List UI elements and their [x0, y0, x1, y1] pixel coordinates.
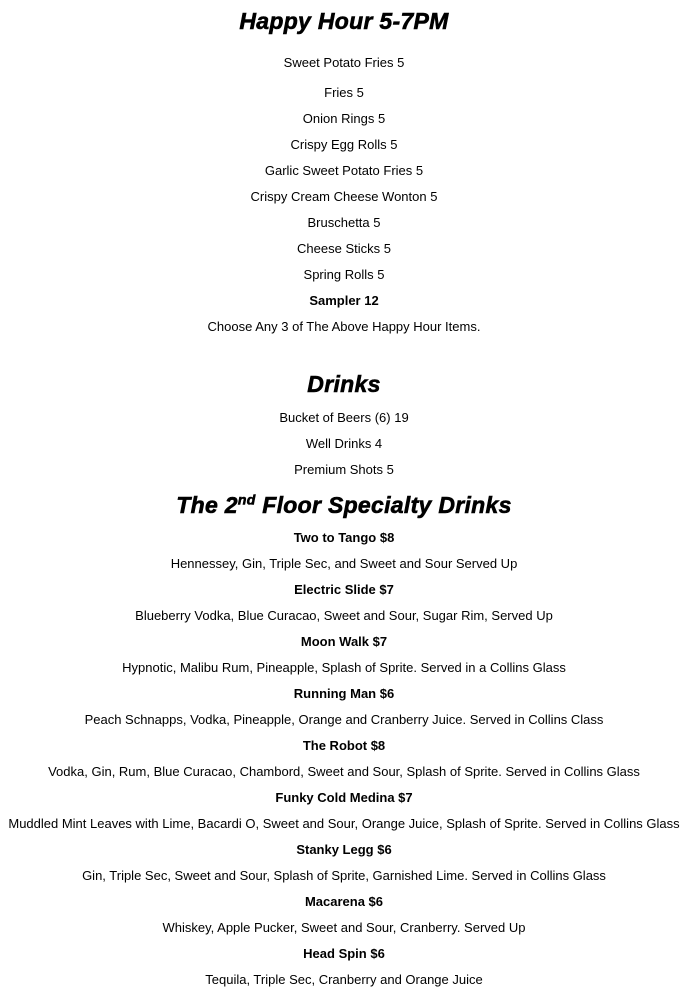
- happy-hour-list: [0, 50, 688, 340]
- menu-item: Premium Shots 5: [294, 462, 394, 477]
- drink-description: Vodka, Gin, Rum, Blue Curacao, Chambord, Sweet and Sour, Splash of Sprite. Served in Collins Glass: [48, 764, 640, 779]
- happy-hour-section: [0, 0, 688, 340]
- specialty-title-prefix: The 2: [176, 492, 238, 518]
- menu-item: Fries 5: [324, 85, 364, 100]
- drink-name: Stanky Legg $6: [296, 842, 392, 857]
- drink-description: Whiskey, Apple Pucker, Sweet and Sour, Cranberry. Served Up: [162, 920, 526, 935]
- specialty-drink: [0, 733, 688, 785]
- menu-item: Crispy Cream Cheese Wonton 5: [250, 189, 438, 204]
- menu-item: Garlic Sweet Potato Fries 5: [264, 163, 424, 178]
- menu-item: Cheese Sticks 5: [297, 241, 391, 256]
- drink-description: Muddled Mint Leaves with Lime, Bacardi O, Sweet and Sour, Orange Juice, Splash of Sprite. Served in Collins Glass: [8, 816, 680, 831]
- specialty-drink: [0, 889, 688, 941]
- specialty-title: [0, 490, 688, 520]
- drink-name: Electric Slide $7: [294, 582, 394, 597]
- happy-hour-title: Happy Hour 5-7PM: [239, 8, 449, 34]
- specialty-drink: [0, 941, 688, 993]
- menu-item: Bucket of Beers (6) 19: [279, 410, 409, 425]
- drink-name: Two to Tango $8: [293, 530, 395, 545]
- menu-item: Onion Rings 5: [302, 111, 386, 126]
- drink-name: Head Spin $6: [303, 946, 385, 961]
- drink-name: The Robot $8: [302, 738, 386, 753]
- happy-hour-note: Choose Any 3 of The Above Happy Hour Items.: [207, 319, 481, 334]
- specialty-drink: [0, 785, 688, 837]
- drink-name: Funky Cold Medina $7: [275, 790, 413, 805]
- drink-description: Hennessey, Gin, Triple Sec, and Sweet and Sour Served Up: [170, 556, 518, 571]
- drink-description: Blueberry Vodka, Blue Curacao, Sweet and Sour, Sugar Rim, Served Up: [135, 608, 553, 623]
- specialty-title-suffix: Floor Specialty Drinks: [255, 492, 512, 518]
- drink-name: Macarena $6: [304, 894, 384, 909]
- menu-item-sampler: Sampler 12: [309, 293, 379, 308]
- specialty-drinks-list: [0, 525, 688, 993]
- drink-name: Running Man $6: [293, 686, 395, 701]
- specialty-drink: [0, 525, 688, 577]
- specialty-drink: [0, 837, 688, 889]
- drinks-title: Drinks: [307, 371, 381, 397]
- specialty-drink: [0, 681, 688, 733]
- menu-item: Crispy Egg Rolls 5: [290, 137, 398, 152]
- drinks-list: [0, 405, 688, 483]
- specialty-drink: [0, 629, 688, 681]
- menu-item: Bruschetta 5: [307, 215, 381, 230]
- drink-description: Peach Schnapps, Vodka, Pineapple, Orange and Cranberry Juice. Served in Collins Class: [84, 712, 604, 727]
- menu-item: Sweet Potato Fries 5: [283, 55, 405, 70]
- specialty-drinks-section: [0, 490, 688, 993]
- drink-description: Hypnotic, Malibu Rum, Pineapple, Splash of Sprite. Served in a Collins Glass: [122, 660, 566, 675]
- drink-name: Moon Walk $7: [300, 634, 388, 649]
- menu-item: Well Drinks 4: [305, 436, 383, 451]
- ordinal-superscript: nd: [237, 491, 256, 508]
- specialty-drink: [0, 577, 688, 629]
- drink-description: Gin, Triple Sec, Sweet and Sour, Splash of Sprite, Garnished Lime. Served in Collins Glass: [82, 868, 606, 883]
- menu-item: Spring Rolls 5: [303, 267, 385, 282]
- drinks-section: [0, 369, 688, 483]
- drink-description: Tequila, Triple Sec, Cranberry and Orange Juice: [205, 972, 483, 987]
